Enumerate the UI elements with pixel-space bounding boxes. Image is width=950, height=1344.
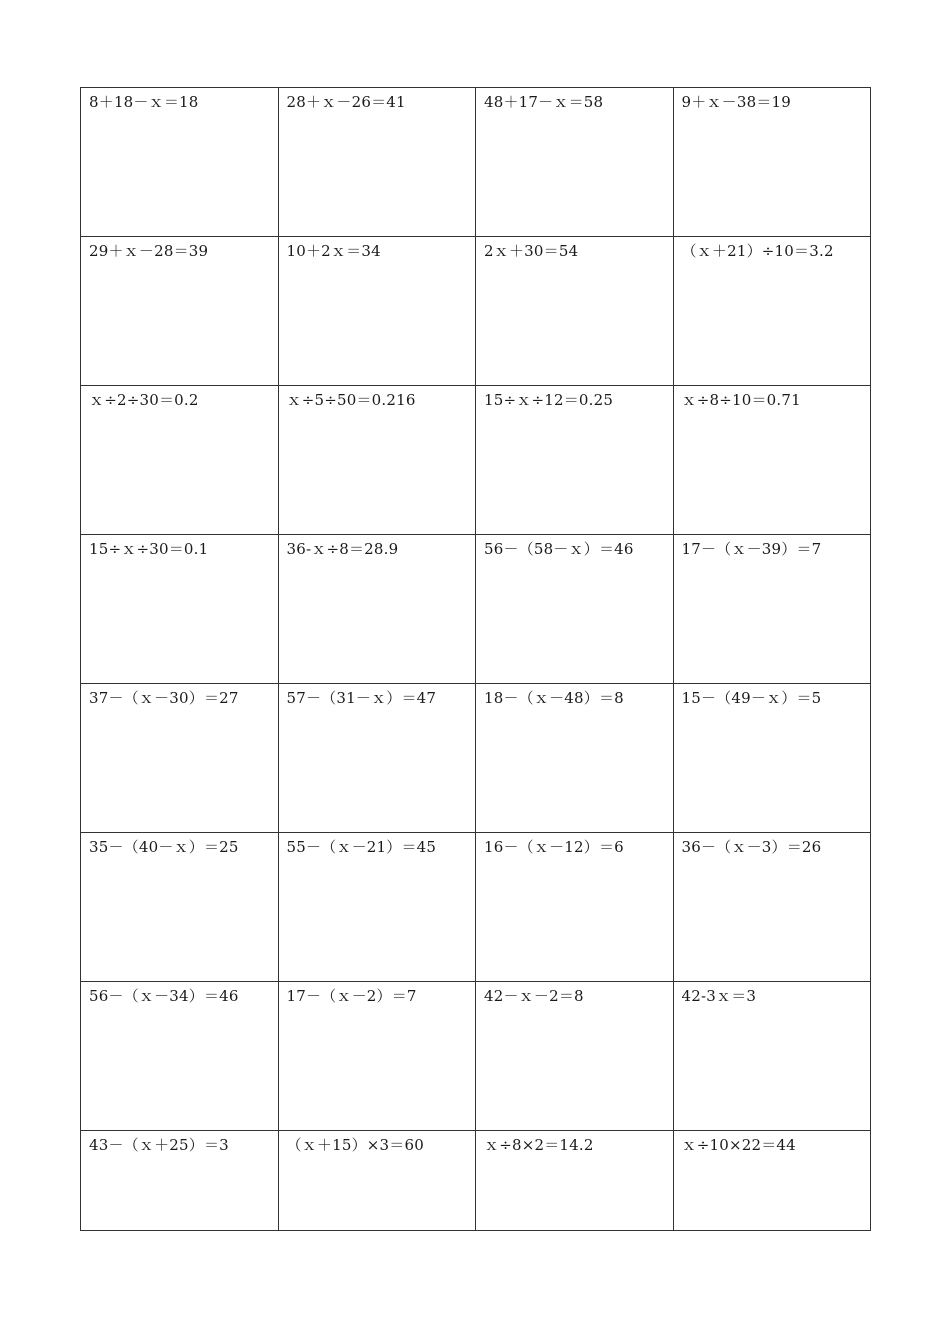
table-row bbox=[81, 237, 871, 386]
equation-cell bbox=[278, 1131, 476, 1231]
equation-cell bbox=[476, 684, 674, 833]
equation-text: 16－（ｘ－12）＝6 bbox=[484, 838, 624, 856]
equation-text: 57－（31－ｘ）＝47 bbox=[286, 689, 437, 707]
equation-text: 2ｘ＋30＝54 bbox=[484, 242, 579, 260]
equation-text: 17－（ｘ－2）＝7 bbox=[286, 987, 417, 1005]
equation-text: 28＋ｘ－26＝41 bbox=[286, 93, 406, 111]
table-row bbox=[81, 535, 871, 684]
equation-text: 56－（58－ｘ）＝46 bbox=[484, 540, 634, 558]
table-row bbox=[81, 1131, 871, 1231]
equation-cell bbox=[81, 684, 279, 833]
equation-cell bbox=[278, 88, 476, 237]
equation-text: ｘ÷2÷30＝0.2 bbox=[89, 391, 199, 409]
equation-cell bbox=[476, 833, 674, 982]
equation-cell bbox=[81, 982, 279, 1131]
equation-worksheet-table bbox=[80, 87, 871, 1231]
equation-text: 9＋ｘ－38＝19 bbox=[681, 93, 792, 111]
equation-text: 43－（ｘ＋25）＝3 bbox=[89, 1136, 229, 1154]
equation-cell bbox=[278, 982, 476, 1131]
equation-cell bbox=[278, 237, 476, 386]
equation-text: 56－（ｘ－34）＝46 bbox=[89, 987, 239, 1005]
equation-cell bbox=[673, 833, 871, 982]
equation-text: ｘ÷5÷50＝0.216 bbox=[286, 391, 416, 409]
table-row bbox=[81, 982, 871, 1131]
equation-cell bbox=[673, 982, 871, 1131]
equation-cell bbox=[476, 88, 674, 237]
equation-text: 10＋2ｘ＝34 bbox=[286, 242, 381, 260]
equation-cell bbox=[476, 237, 674, 386]
equation-text: 8＋18－ｘ＝18 bbox=[89, 93, 199, 111]
equation-text: 37－（ｘ－30）＝27 bbox=[89, 689, 239, 707]
equation-cell bbox=[673, 684, 871, 833]
equation-cell bbox=[673, 1131, 871, 1231]
equation-cell bbox=[278, 684, 476, 833]
equation-cell bbox=[278, 535, 476, 684]
equation-text: （ｘ＋21）÷10＝3.2 bbox=[681, 242, 834, 260]
equation-cell bbox=[81, 237, 279, 386]
table-row bbox=[81, 684, 871, 833]
equation-cell bbox=[278, 386, 476, 535]
equation-text: 48＋17－ｘ＝58 bbox=[484, 93, 604, 111]
equation-text: 42-3ｘ＝3 bbox=[681, 987, 757, 1005]
equation-cell bbox=[476, 1131, 674, 1231]
equation-cell bbox=[673, 88, 871, 237]
equation-cell bbox=[673, 535, 871, 684]
equation-text: ｘ÷10×22＝44 bbox=[681, 1136, 796, 1154]
equation-text: 15－（49－ｘ）＝5 bbox=[681, 689, 822, 707]
equation-text: 29＋ｘ－28＝39 bbox=[89, 242, 209, 260]
equation-text: 18－（ｘ－48）＝8 bbox=[484, 689, 624, 707]
equation-text: 42－ｘ－2＝8 bbox=[484, 987, 584, 1005]
equation-cell bbox=[278, 833, 476, 982]
equation-text: 15÷ｘ÷30＝0.1 bbox=[89, 540, 209, 558]
equation-text: 35－（40－ｘ）＝25 bbox=[89, 838, 239, 856]
equation-cell bbox=[81, 386, 279, 535]
table-row bbox=[81, 88, 871, 237]
equation-text: 55－（ｘ－21）＝45 bbox=[286, 838, 437, 856]
equation-text: 36-ｘ÷8＝28.9 bbox=[286, 540, 399, 558]
equation-cell bbox=[476, 535, 674, 684]
equation-cell bbox=[81, 88, 279, 237]
equation-cell bbox=[476, 982, 674, 1131]
table-row bbox=[81, 386, 871, 535]
equation-text: 17－（ｘ－39）＝7 bbox=[681, 540, 822, 558]
equation-cell bbox=[81, 535, 279, 684]
equation-cell bbox=[673, 386, 871, 535]
equation-text: ｘ÷8×2＝14.2 bbox=[484, 1136, 594, 1154]
equation-text: ｘ÷8÷10＝0.71 bbox=[681, 391, 801, 409]
table-row bbox=[81, 833, 871, 982]
equation-text: 15÷ｘ÷12＝0.25 bbox=[484, 391, 614, 409]
equation-cell bbox=[673, 237, 871, 386]
equation-cell bbox=[81, 1131, 279, 1231]
equation-cell bbox=[476, 386, 674, 535]
equation-text: 36－（ｘ－3）＝26 bbox=[681, 838, 822, 856]
equation-cell bbox=[81, 833, 279, 982]
equation-text: （ｘ＋15）×3＝60 bbox=[286, 1136, 424, 1154]
